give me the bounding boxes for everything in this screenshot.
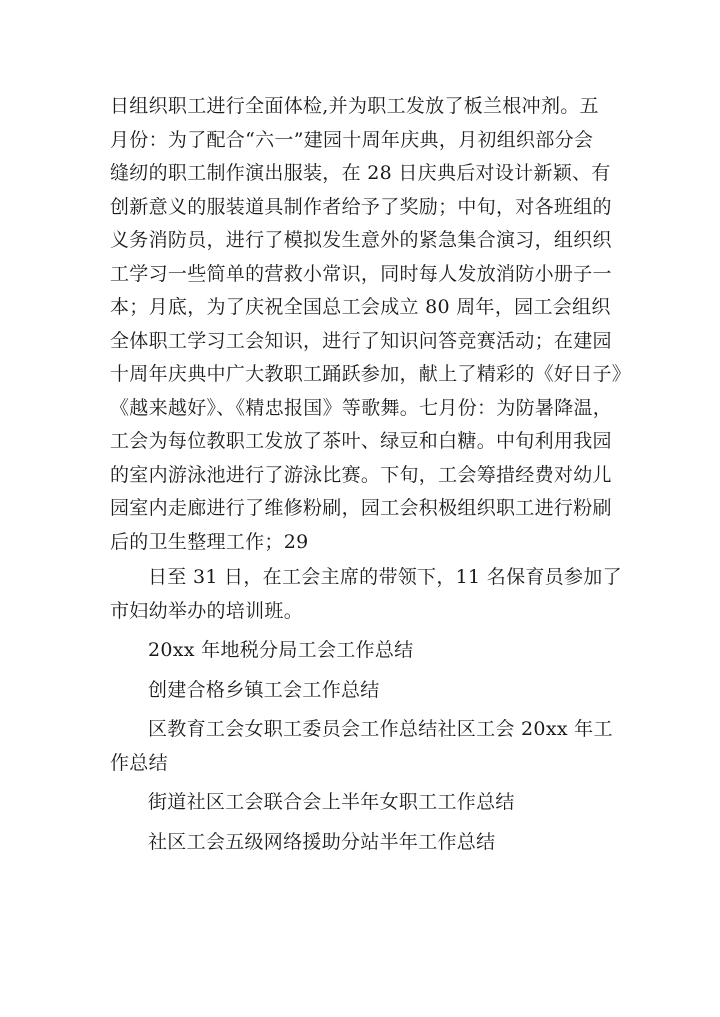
text-line: 日组织职工进行全面体检,并为职工发放了板兰根冲剂。五 bbox=[110, 95, 599, 117]
text-line: 十周年庆典中广大教职工踊跃参加，献上了精彩的《好日子》 bbox=[110, 363, 632, 385]
text-line: 缝纫的职工制作演出服装，在 28 日庆典后对设计新颖、有 bbox=[110, 162, 611, 184]
text-line: 园室内走廊进行了维修粉刷，园工会积极组织职工进行粉刷 bbox=[110, 497, 612, 519]
paragraph-1 bbox=[110, 90, 632, 559]
text-line: 《越来越好》、《精忠报国》等歌舞。七月份：为防暑降温， bbox=[110, 396, 613, 419]
paragraph-2 bbox=[110, 561, 620, 628]
text-line: 的室内游泳池进行了游泳比赛。下旬，工会筹措经费对幼儿 bbox=[110, 463, 612, 486]
related-title-item-continuation[interactable]: 作总结 bbox=[110, 751, 168, 774]
document-body bbox=[110, 90, 632, 859]
related-title-item[interactable]: 20xx 年地税分局工会工作总结 bbox=[148, 639, 414, 661]
text-line: 市妇幼举办的培训班。 bbox=[110, 599, 304, 622]
text-line: 工会为每位教职工发放了茶叶、绿豆和白糖。中旬利用我园 bbox=[110, 430, 612, 452]
text-line: 工学习一些简单的营救小常识，同时每人发放消防小册子一 bbox=[110, 262, 612, 285]
related-titles-list bbox=[110, 634, 620, 859]
text-line: 本；月底，为了庆祝全国总工会成立 80 周年，园工会组织 bbox=[110, 296, 611, 318]
text-line: 后的卫生整理工作；29 bbox=[110, 530, 309, 553]
text-line: 日至 31 日，在工会主席的带领下，11 名保育员参加了 bbox=[148, 566, 622, 588]
related-title-item[interactable]: 社区工会五级网络援助分站半年工作总结 bbox=[148, 830, 496, 853]
related-title-item[interactable]: 街道社区工会联合会上半年女职工工作总结 bbox=[148, 791, 515, 813]
text-line: 全体职工学习工会知识，进行了知识问答竞赛活动；在建园 bbox=[110, 329, 612, 352]
related-title-item[interactable]: 创建合格乡镇工会工作总结 bbox=[148, 678, 380, 701]
text-line: 创新意义的服装道具制作者给予了奖励；中旬，对各班组的 bbox=[110, 195, 612, 218]
text-line: 月份：为了配合“六一”建园十周年庆典，月初组织部分会 bbox=[110, 128, 594, 151]
text-line: 义务消防员，进行了模拟发生意外的紧急集合演习，组织织 bbox=[110, 229, 612, 251]
related-title-item[interactable]: 区教育工会女职工委员会工作总结社区工会 20xx 年工 bbox=[148, 718, 613, 740]
